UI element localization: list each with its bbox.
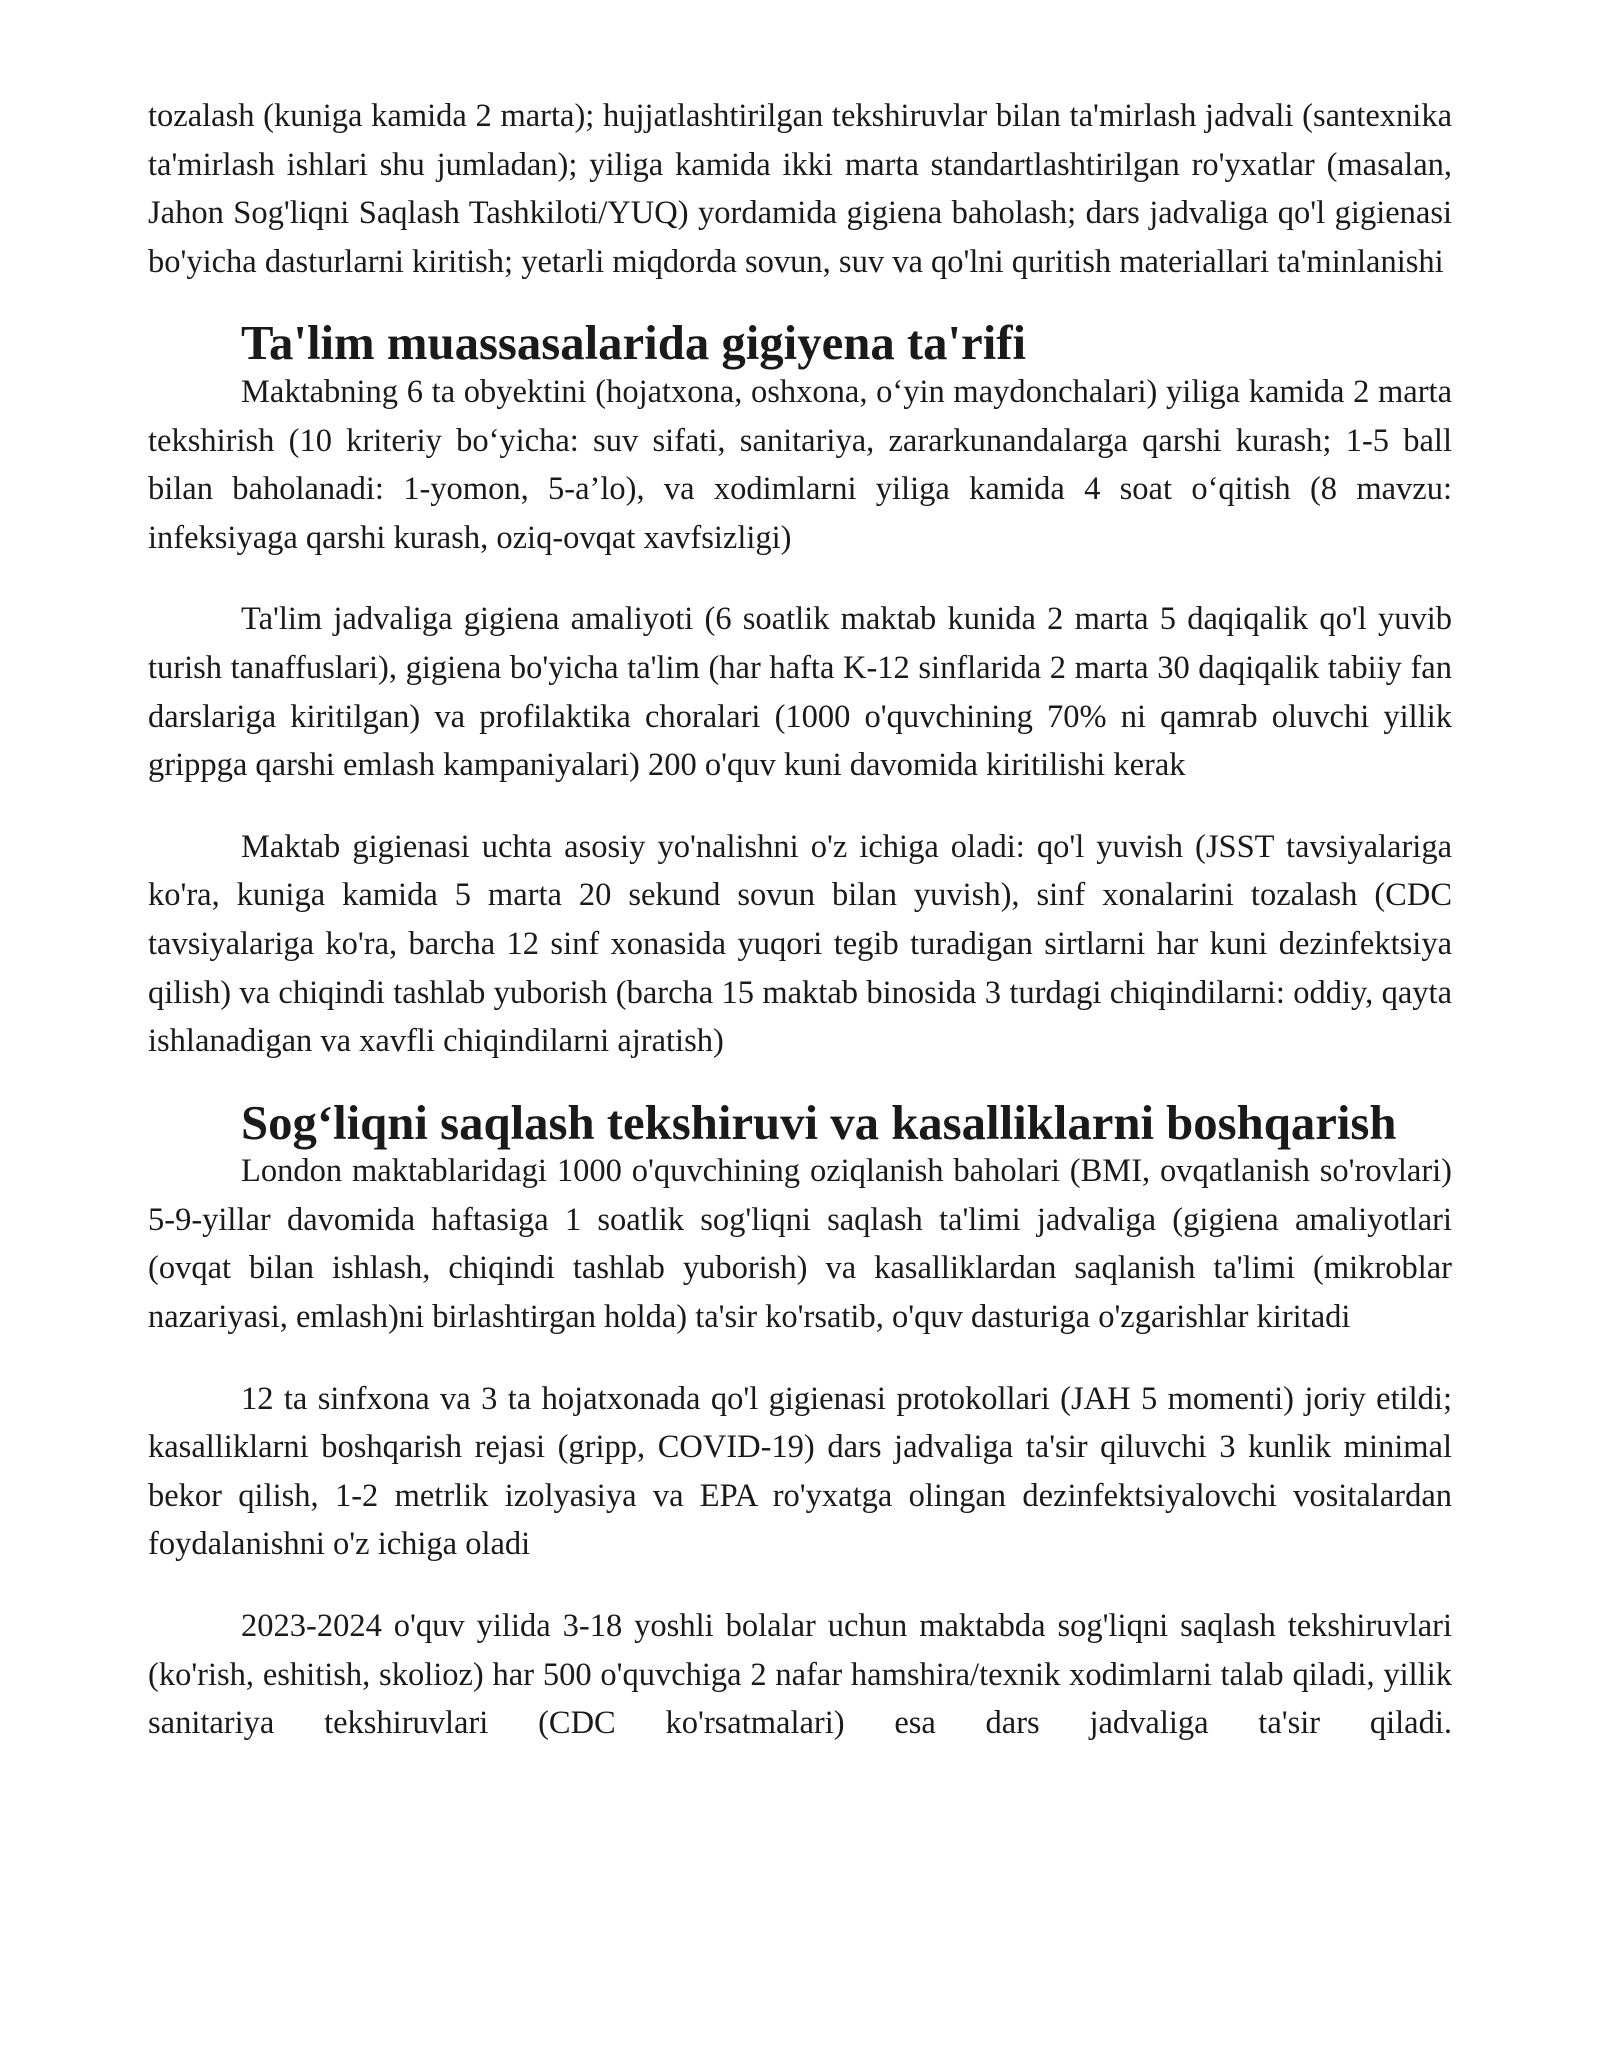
paragraph-london-nutrition: London maktablaridagi 1000 o'quvchining oziqlanish baholari (BMI, ovqatlanish so'rovlari) 5-9-yillar davomida haftasiga 1 soatlik sog'liqni saqlash ta'limi jadvaliga (gigiena amaliyotlari (ovqat bilan ishlash, chiqindi tashlab yuborish) va kasalliklardan saqlanish ta'limi (mikroblar nazariyasi, emlash)ni birlashtirgan holda) ta'sir ko'rsatib, o'quv dasturiga o'zgarishlar kiritadi (148, 1153, 1452, 1336)
section-heading-hygiene-definition: Ta'lim muassasalarida gigiyena ta'rifi (241, 316, 1027, 371)
intro-paragraph: tozalash (kuniga kamida 2 marta); hujjatlashtirilgan tekshiruvlar bilan ta'mirlash jadvali (santexnika ta'mirlash ishlari shu jumladan); yiliga kamida ikki marta standartlashtirilgan ro'yxatlar (masalan, Jahon Sog'liqni Saqlash Tashkiloti/YUQ) yordamida gigiena baholash; dars jadvaliga qo'l gigienasi bo'yicha dasturlarni kiritish; yetarli miqdorda sovun, suv va qo'lni quritish materiallari ta'minlanishi (148, 98, 1452, 280)
paragraph-health-screenings: 2023-2024 o'quv yilida 3-18 yoshli bolalar uchun maktabda sog'liqni saqlash tekshiruvlari (ko'rish, eshitish, skolioz) har 500 o'quvchiga 2 nafar hamshira/texnik xodimlarni talab qiladi, yillik sanitariya tekshiruvlari (CDC ko'rsatmalari) esa dars jadvaliga ta'sir qiladi. (148, 1608, 1452, 1742)
paragraph-hand-hygiene-protocols: 12 ta sinfxona va 3 ta hojatxonada qo'l gigienasi protokollari (JAH 5 momenti) joriy etildi; kasalliklarni boshqarish rejasi (gripp, COVID-19) dars jadvaliga ta'sir qiluvchi 3 kunlik minimal bekor qilish, 1-2 metrlik izolyasiya va EPA ro'yxatga olingan dezinfektsiyalovchi vositalardan foydalanishni o'z ichiga oladi (148, 1380, 1452, 1563)
document-page (148, 92, 1452, 1748)
section-heading-health-inspection: Sog‘liqni saqlash tekshiruvi va kasalliklarni boshqarish (241, 1095, 1397, 1150)
paragraph-hygiene-schedule: Ta'lim jadvaliga gigiena amaliyoti (6 soatlik maktab kunida 2 marta 5 daqiqalik qo'l yuvib turish tanaffuslari), gigiena bo'yicha ta'lim (har hafta K-12 sinflarida 2 marta 30 daqiqalik tabiiy fan darslariga kiritilgan) va profilaktika choralari (1000 o'quvchining 70% ni qamrab oluvchi yillik grippga qarshi emlash kampaniyalari) 200 o'quv kuni davomida kiritilishi kerak (148, 601, 1452, 784)
paragraph-school-hygiene-areas: Maktab gigienasi uchta asosiy yo'nalishni o'z ichiga oladi: qo'l yuvish (JSST tavsiyalariga ko'ra, kuniga kamida 5 marta 20 sekund sovun bilan yuvish), sinf xonalarini tozalash (CDC tavsiyalariga ko'ra, barcha 12 sinf xonasida yuqori tegib turadigan sirtlarni har kuni dezinfektsiya qilish) va chiqindi tashlab yuborish (barcha 15 maktab binosida 3 turdagi chiqindilarni: oddiy, qayta ishlanadigan va xavfli chiqindilarni ajratish) (148, 828, 1452, 1060)
paragraph-facility-inspection: Maktabning 6 ta obyektini (hojatxona, oshxona, o‘yin maydonchalari) yiliga kamida 2 marta tekshirish (10 kriteriy bo‘yicha: suv sifati, sanitariya, zararkunandalarga qarshi kurash; 1-5 ball bilan baholanadi: 1-yomon, 5-a’lo), va xodimlarni yiliga kamida 4 soat o‘qitish (8 mavzu: infeksiyaga qarshi kurash, oziq-ovqat xavfsizligi) (148, 373, 1452, 556)
